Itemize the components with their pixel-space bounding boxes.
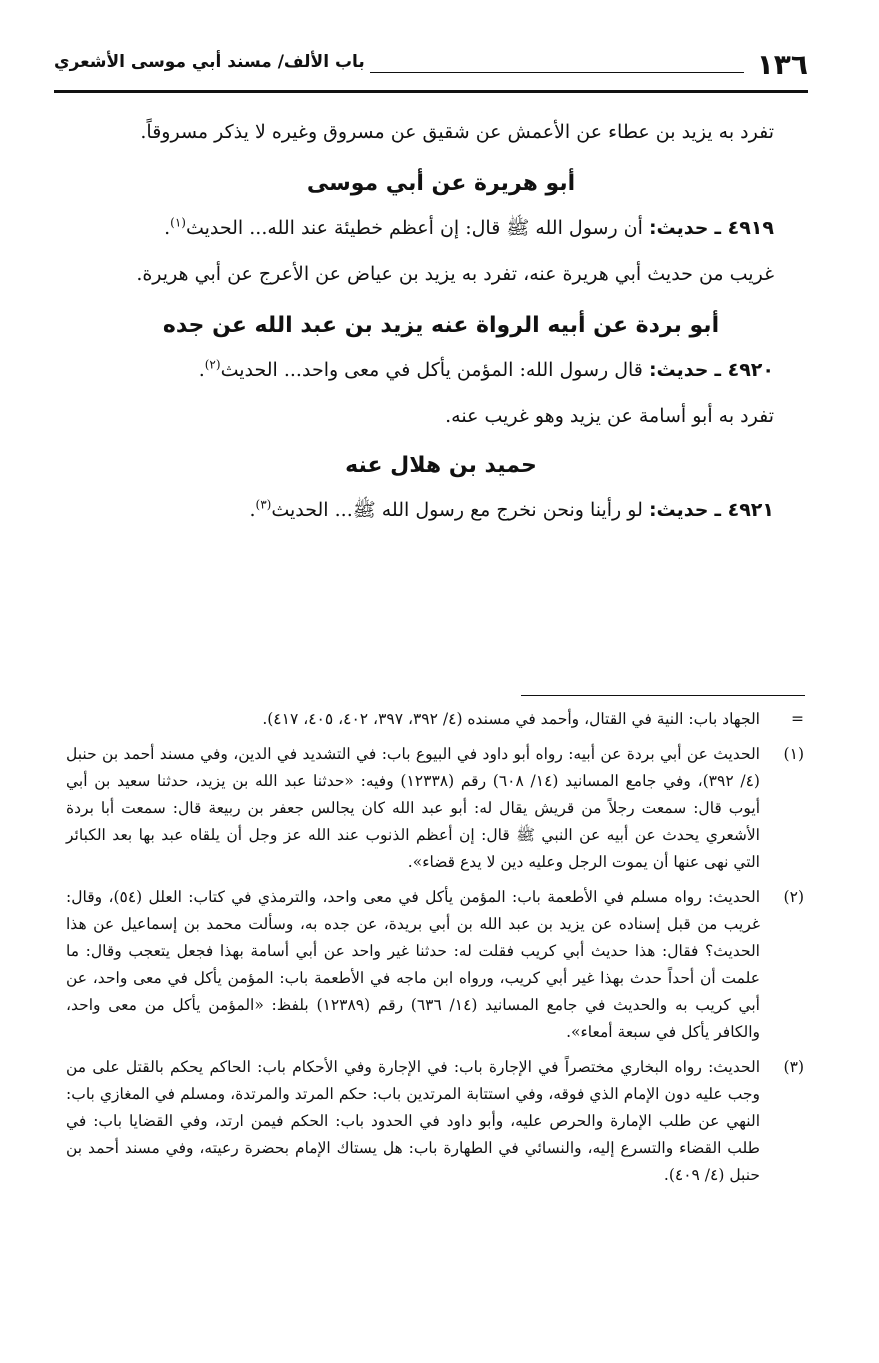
footnote-1	[66, 741, 808, 876]
footnote-marker: (١)	[783, 745, 804, 763]
hadith-text: أن رسول الله ﷺ قال: إن أعظم خطيئة عند الله... الحديث	[185, 217, 643, 239]
hadith-text: لو رأينا ونحن نخرج مع رسول الله ﷺ... الحديث	[271, 499, 643, 521]
chapter-title: باب الألف/ مسند أبي موسى الأشعري	[54, 52, 365, 72]
hadith-4919: ٤٩١٩ ـ حديث: أن رسول الله ﷺ قال: إن أعظم خطيئة عند الله... الحديث$^{(١)}$.	[164, 215, 774, 239]
footnote-ref-2[interactable]: (٢)	[204, 357, 221, 372]
section-heading-abu-burda: أبو بردة عن أبيه الرواة عنه يزيد بن عبد الله عن جده	[162, 313, 720, 338]
hadith-4921: ٤٩٢١ ـ حديث: لو رأينا ونحن نخرج مع رسول الله ﷺ... الحديث$^{(٣)}$.	[249, 497, 774, 521]
footnote-text: الحديث: رواه مسلم في الأطعمة باب: المؤمن يأكل في معى واحد، والترمذي في كتاب: العلل (٥٤)، وقال: غريب من قبل إسناده عن يزيد بن عبد الله بن أبي بريدة، عن جده به، وسألت محمد بن إسماعيل عن هذا الحديث؟ فقال: هذا حديث أبي كريب فقلت له: حدثنا غير واحد عن أبي أسامة بهذا فجعل يتعجب وقال: ما علمت أن أحداً حدث بهذا غير أبي كريب، ورواه ابن ماجه في الأطعمة باب: المؤمن يأكل في معى واحد، عن أبي كريب به والحديث في جامع المسانيد (١٤/ ٦٣٦) رقم (١٢٣٨٩) بلفظ: «المؤمن يأكل من معى واحد، والكافر يأكل في سبعة أمعاء».	[66, 888, 761, 1041]
hadith-label: حديث:	[648, 359, 709, 381]
footnotes	[66, 706, 808, 1197]
section-heading-humayd: حميد بن هلال عنه	[345, 453, 537, 478]
footnote-text: الحديث: رواه البخاري مختصراً في الإجارة باب: في الإجارة وفي الأحكام باب: الحاكم يحكم بالقتل على من وجب عليه دون الإمام الذي فوقه، وفي استتابة المرتدين باب: حكم المرتد والمرتدة، ومسلم في المغازي باب: النهي عن طلب الإمارة والحرص عليه، وأبو داود في الحدود باب: الحكم فيمن ارتد، وفي القضايا باب: في طلب القضاء والتسرع إليه، والنسائي في الطهارة باب: هل يستاك الإمام بحضرة رعيته، وفي مسند أحمد بن حنبل (٤/ ٤٠٩).	[66, 1058, 760, 1184]
footnote-marker: (٢)	[783, 888, 804, 906]
paragraph-3: تفرد به أبو أسامة عن يزيد وهو غريب عنه.	[445, 405, 774, 427]
page-number: ١٣٦	[756, 48, 808, 81]
footnote-ref-3[interactable]: (٣)	[255, 497, 272, 512]
hadith-label: حديث:	[648, 499, 709, 521]
footnote-text: الحديث عن أبي بردة عن أبيه: رواه أبو داود في البيوع باب: في التشديد في الدين، وفي مسند أحمد بن حنبل (٤/ ٣٩٢)، وفي جامع المسانيد (١٤/ ٦٠٨) رقم (١٢٣٣٨) وفيه: «حدثنا عبد الله بن يزيد، حدثنا سعيد بن أبي أيوب قال: سمعت رجلاً من قريش يقال له: أبو عبد الله كان يجالس جعفر بن ربيعة قال: سمعت أبا بردة الأشعري يحدث عن أبيه عن النبي ﷺ قال: إن أعظم الذنوب عند الله عز وجل أن يلقاه عبد بها بعد الكبائر التي نهى عنها أن يموت الرجل وعليه دين لا يدع قضاء».	[66, 745, 760, 871]
hadith-number: ٤٩٢١ ـ	[714, 499, 774, 521]
hadith-4920: ٤٩٢٠ ـ حديث: قال رسول الله: المؤمن يأكل في معى واحد... الحديث$^{(٢)}$.	[198, 357, 774, 381]
footnote-3	[66, 1054, 808, 1189]
section-heading-abu-hurayra: أبو هريرة عن أبي موسى	[306, 171, 576, 196]
footnote-continuation	[66, 706, 808, 733]
page-header	[54, 46, 808, 93]
header-rule	[370, 72, 744, 73]
footnote-marker: (٣)	[783, 1058, 804, 1076]
footnote-marker: =	[791, 710, 804, 728]
hadith-label: حديث:	[648, 217, 709, 239]
footnote-ref-1[interactable]: (١)	[170, 215, 186, 230]
hadith-number: ٤٩٢٠ ـ	[714, 359, 774, 381]
footnote-separator	[521, 695, 805, 696]
paragraph-1: تفرد به يزيد بن عطاء عن الأعمش عن شقيق عن مسروق وغيره لا يذكر مسروقاً.	[140, 121, 774, 143]
footnote-text: الجهاد باب: النية في القتال، وأحمد في مسنده (٤/ ٣٩٢، ٣٩٧، ٤٠٢، ٤٠٥، ٤١٧).	[262, 710, 760, 728]
footnote-2	[66, 884, 808, 1046]
hadith-text: قال رسول الله: المؤمن يأكل في معى واحد... الحديث	[220, 359, 643, 381]
paragraph-2: غريب من حديث أبي هريرة عنه، تفرد به يزيد بن عياض عن الأعرج عن أبي هريرة.	[136, 263, 774, 285]
main-text	[74, 112, 808, 530]
hadith-number: ٤٩١٩ ـ	[714, 217, 774, 239]
